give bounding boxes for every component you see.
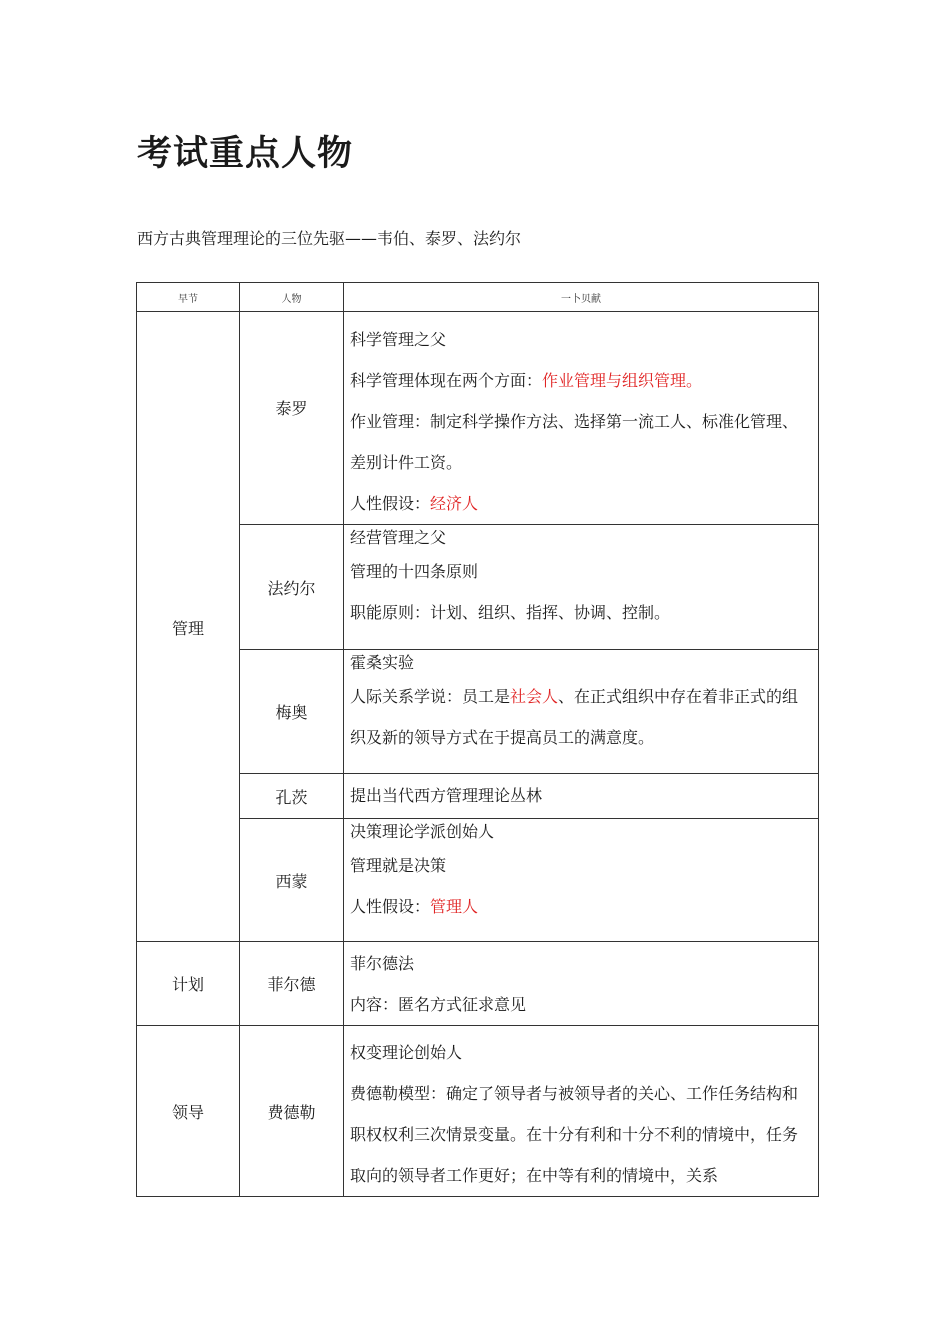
contribution-line: 管理就是决策 [350, 856, 447, 875]
contribution-koontz [344, 774, 819, 819]
page-title: 考试重点人物 [137, 134, 354, 174]
contribution-simon [344, 819, 819, 942]
contribution-delphi [344, 942, 819, 1026]
contribution-line: 职能原则：计划、组织、指挥、协调、控制。 [350, 603, 671, 622]
table-row [137, 819, 819, 942]
person-fayol: 法约尔 [240, 525, 344, 650]
key-figures-table [136, 282, 819, 1197]
table-header-row [137, 283, 819, 312]
text-plain: 、在正式组织中存在着非正式的组织及新的领导方式在于提高员工的满意度。 [350, 687, 799, 747]
text-highlight: 管理人 [430, 897, 479, 916]
contribution-line: 管理的十四条原则 [350, 562, 479, 581]
text-plain: 人际关系学说：员工是 [350, 687, 511, 706]
header-person: 人物 [240, 283, 344, 312]
header-contribution: ⼀卜贝献 [344, 283, 819, 312]
contribution-line [350, 360, 812, 401]
table-row [137, 942, 819, 1026]
contribution-line [350, 886, 812, 927]
person-name: 泰罗 [275, 399, 308, 418]
table-row [137, 650, 819, 774]
contribution-mayo [344, 650, 819, 774]
contribution-line: 内容：匿名方式征求意见 [350, 994, 527, 1014]
contribution-line: 费德勒模型：确定了领导者与被领导者的关心、工作任务结构和职权权利三次情景变量。在十分有利和十分不利的情境中，任务取向的领导者工作更好；在中等有利的情境中，关系 [350, 1084, 799, 1185]
contribution-line: 作业管理：制定科学操作方法、选择第一流工人、标准化管理、差别计件工资。 [350, 412, 799, 472]
contribution-line: 决策理论学派创始人 [350, 822, 495, 841]
text-plain: 人性假设： [350, 494, 431, 513]
contribution-line: 提出当代西方管理理论丛林 [350, 786, 543, 805]
contribution-taylor [344, 312, 819, 525]
table-row [137, 525, 819, 650]
page-subtitle: 西方古典管理理论的三位先驱——韦伯、泰罗、法约尔 [137, 229, 522, 248]
table-row [137, 774, 819, 819]
section-planning: 计划 [137, 942, 240, 1026]
table-row [137, 1026, 819, 1197]
section-leading: 领导 [137, 1026, 240, 1197]
text-plain: 科学管理体现在两个方面： [350, 371, 543, 390]
person-delphi: 菲尔德 [240, 942, 344, 1026]
contribution-fayol [344, 525, 819, 650]
text-highlight: 社会人 [510, 687, 559, 706]
person-mayo: 梅奥 [240, 650, 344, 774]
contribution-line: 权变理论创始人 [350, 1043, 463, 1062]
section-management: 管理 [137, 312, 240, 942]
person-taylor [240, 312, 344, 525]
text-highlight: 作业管理与组织管理。 [542, 371, 703, 390]
header-chapter: 早节 [137, 283, 240, 312]
text-plain: 人性假设： [350, 897, 431, 916]
contribution-line: 科学管理之父 [350, 330, 447, 349]
contribution-line [350, 676, 812, 758]
person-simon: 西蒙 [240, 819, 344, 942]
person-koontz: 孔茨 [240, 774, 344, 819]
contribution-line: 霍桑实验 [350, 653, 415, 672]
contribution-line: 经营管理之父 [350, 528, 447, 547]
contribution-line [350, 483, 812, 524]
table-row [137, 312, 819, 525]
text-highlight: 经济人 [430, 494, 479, 513]
contribution-fiedler [344, 1026, 819, 1197]
contribution-line: 菲尔德法 [350, 953, 415, 973]
person-fiedler: 费德勒 [240, 1026, 344, 1197]
